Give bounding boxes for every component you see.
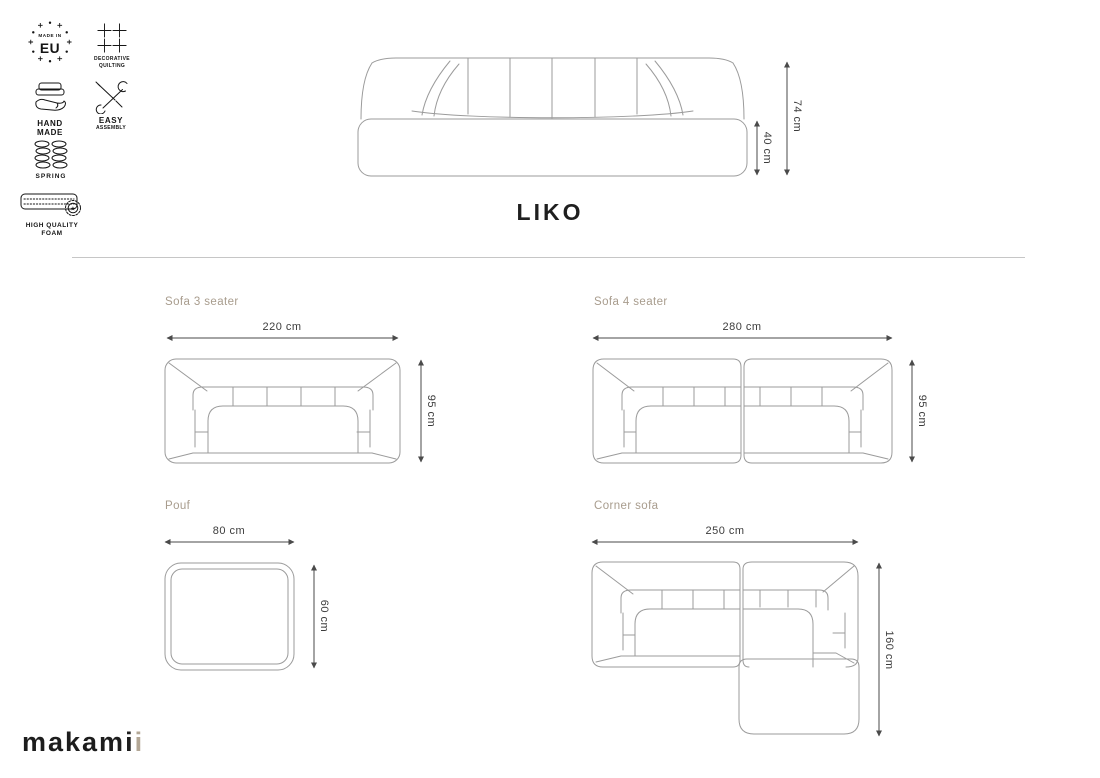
variant-label-sofa-4-seater: Sofa 4 seater	[594, 296, 668, 308]
spring-label: SPRING	[35, 173, 67, 180]
sofa-3-width-label: 220 cm	[262, 321, 302, 333]
badge-high-quality-foam	[12, 190, 92, 238]
sofa-front-outline	[358, 58, 747, 176]
sofa-4-width-label: 280 cm	[722, 321, 762, 333]
badge-made-in-eu	[28, 20, 72, 64]
hand-made-icon	[28, 80, 72, 117]
quilting-label-line2: QUILTING	[98, 62, 126, 69]
sofa-front-view-drawing	[350, 45, 820, 190]
section-divider	[72, 257, 1025, 258]
quilting-icon	[96, 22, 128, 54]
corner-width-label: 250 cm	[705, 525, 745, 537]
sofa-4-outline	[593, 359, 892, 463]
quilting-label-line1: DECORATIVE	[94, 56, 130, 62]
sofa-4-seater-top-view	[588, 315, 935, 490]
product-title: LIKO	[516, 199, 584, 225]
badge-easy-assembly	[88, 80, 134, 132]
foam-seal-star: ★	[70, 206, 76, 213]
badge-decorative-quilting	[90, 22, 134, 69]
variant-label-corner-sofa: Corner sofa	[594, 500, 659, 512]
pouf-outline	[165, 563, 294, 670]
seat-height-dim-label: 40 cm	[761, 131, 773, 165]
easy-assembly-icon	[93, 80, 129, 114]
pouf-dimensions	[165, 525, 330, 668]
pouf-depth-label: 60 cm	[318, 599, 330, 633]
eu-badge-top-text: MADE IN	[38, 33, 62, 39]
spring-icon	[31, 140, 71, 170]
high-quality-foam-icon	[20, 190, 84, 219]
brand-logo-accent: i	[134, 727, 145, 757]
sofa-3-seater-top-view	[160, 315, 450, 490]
foam-label-line1: HIGH QUALITY	[25, 222, 79, 229]
sofa-4-depth-label: 95 cm	[916, 394, 928, 428]
variant-label-sofa-3-seater: Sofa 3 seater	[165, 296, 239, 308]
brand-logo	[22, 727, 144, 758]
badge-spring	[30, 140, 72, 181]
made-in-eu-icon	[28, 20, 72, 64]
easy-assembly-label-line1: EASY	[98, 116, 124, 125]
hand-made-label-line2: MADE	[37, 128, 63, 138]
pouf-width-label: 80 cm	[212, 525, 246, 537]
total-height-dim-label: 74 cm	[791, 99, 803, 133]
easy-assembly-label-line2: ASSEMBLY	[95, 125, 127, 132]
hand-made-label-line1: HAND	[37, 119, 63, 128]
corner-sofa-top-view	[588, 520, 935, 760]
brand-logo-main: makami	[22, 727, 135, 757]
eu-badge-main-text: EU	[39, 41, 61, 56]
sofa-3-depth-label: 95 cm	[425, 394, 437, 428]
variant-label-pouf: Pouf	[165, 500, 191, 512]
sofa-3-outline	[165, 359, 400, 463]
foam-label-line2: FOAM	[41, 229, 63, 237]
sofa-front-dimensions	[757, 62, 803, 175]
badge-hand-made	[27, 80, 73, 137]
pouf-top-view	[160, 520, 345, 690]
corner-outline	[592, 562, 859, 734]
corner-depth-label: 160 cm	[883, 630, 895, 670]
